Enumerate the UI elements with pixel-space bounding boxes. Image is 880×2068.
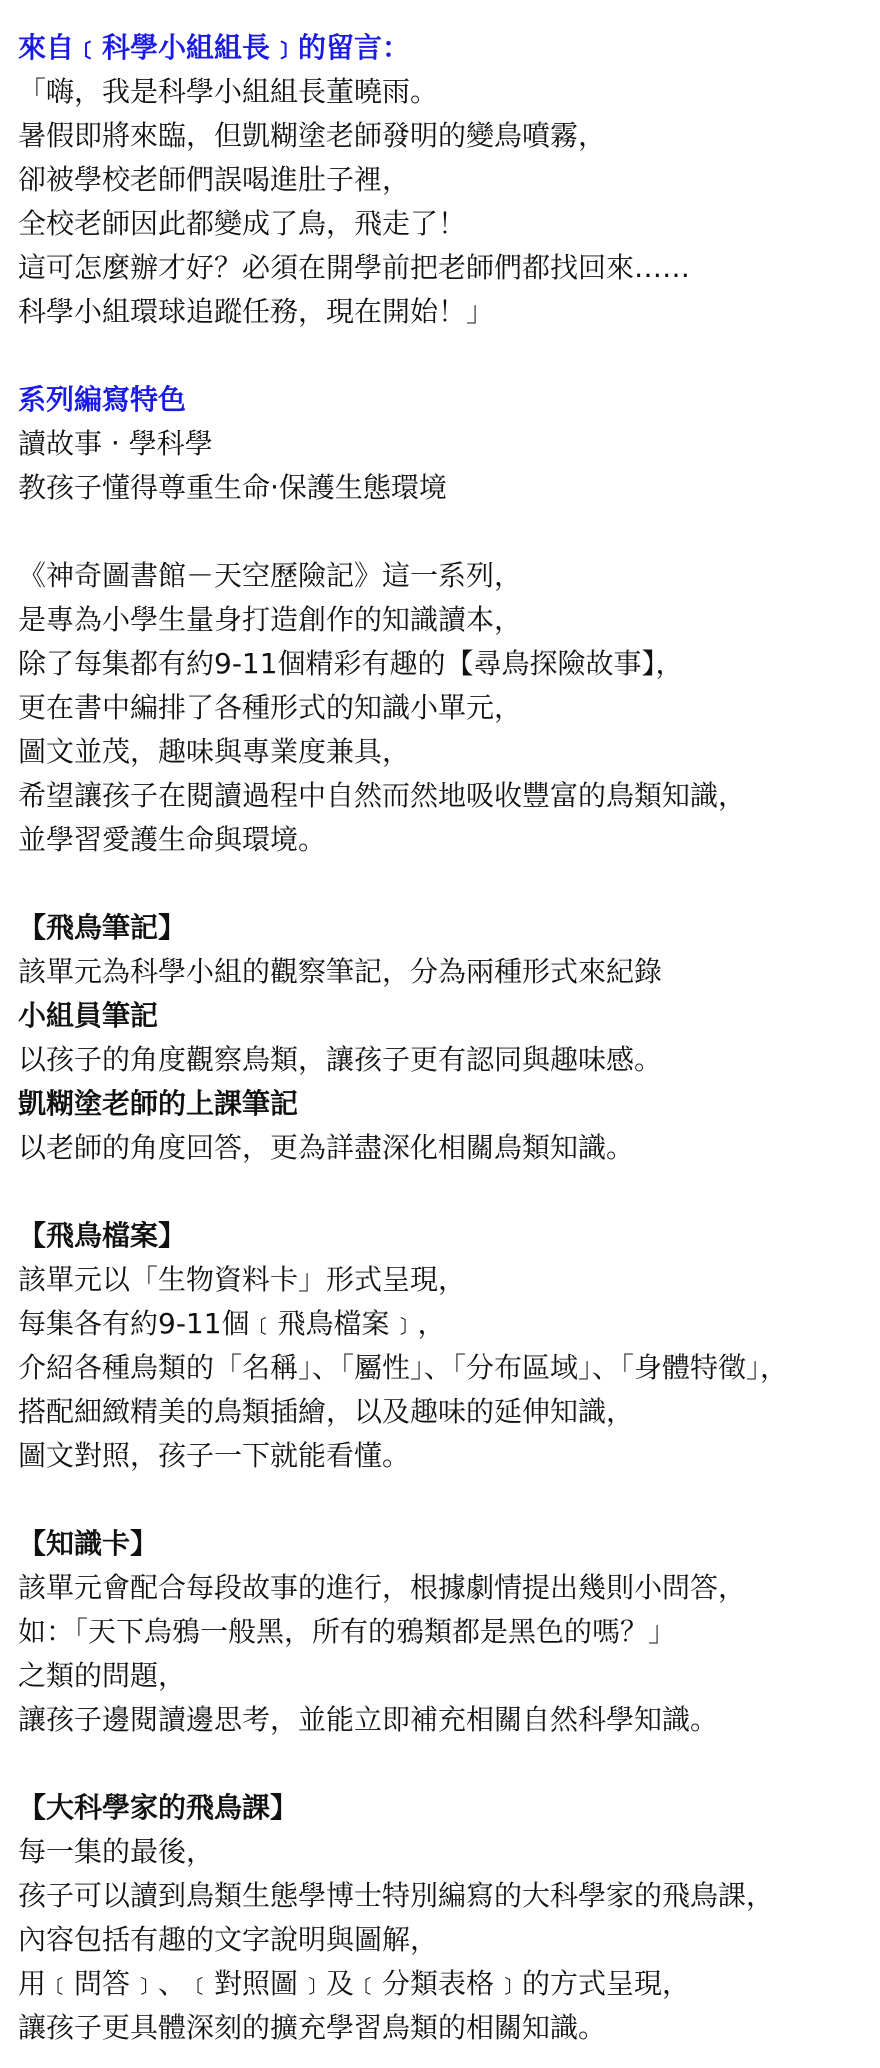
series-line: 更在書中編排了各種形式的知識小單元， [18,691,523,724]
files-section [18,1214,880,1478]
spacer [18,1170,880,1214]
notes-heading: 【飛鳥筆記】 [18,911,187,944]
features-line: 讀故事 ‧ 學科學 [18,427,213,460]
course-line: 用﹝問答﹞、﹝對照圖﹞及﹝分類表格﹞的方式呈現， [18,1967,691,2000]
cards-line: 該單元會配合每段故事的進行，根據劇情提出幾則小問答， [18,1571,747,1604]
spacer [18,1742,880,1786]
cards-line: 之類的問題， [18,1659,187,1692]
course-section [18,1786,880,2050]
cards-section [18,1522,880,1742]
intro-line: 卻被學校老師們誤喝進肚子裡， [18,163,411,196]
cards-line: 讓孩子邊閱讀邊思考，並能立即補充相關自然科學知識。 [18,1703,719,1736]
series-line: 除了每集都有約9-11個精彩有趣的【尋鳥探險故事】， [18,647,684,680]
features-line: 教孩子懂得尊重生命‧保護生態環境 [18,471,447,504]
intro-heading: 來自﹝科學小組組長﹞的留言： [18,31,411,64]
course-line: 內容包括有趣的文字說明與圖解， [18,1923,439,1956]
files-line: 該單元以「生物資料卡」形式呈現， [18,1263,467,1296]
files-line: 介紹各種鳥類的「名稱」、「屬性」、「分布區域」、「身體特徵」， [18,1351,789,1384]
files-heading: 【飛鳥檔案】 [18,1219,187,1252]
notes-line: 以孩子的角度觀察鳥類，讓孩子更有認同與趣味感。 [18,1043,663,1076]
intro-section [18,26,880,334]
series-section [18,554,880,862]
cards-heading: 【知識卡】 [18,1527,159,1560]
spacer [18,862,880,906]
intro-line: 這可怎麼辦才好？必須在開學前把老師們都找回來…… [18,251,691,284]
files-line: 圖文對照，孩子一下就能看懂。 [18,1439,411,1472]
notes-section [18,906,880,1170]
files-line: 每集各有約9-11個﹝飛鳥檔案﹞， [18,1307,446,1340]
series-line: 《神奇圖書館－天空歷險記》這一系列， [18,559,523,592]
notes-line: 該單元為科學小組的觀察筆記，分為兩種形式來紀錄 [18,955,663,988]
intro-line: 「嗨，我是科學小組組長董曉雨。 [18,75,439,108]
spacer [18,1478,880,1522]
series-line: 並學習愛護生命與環境。 [18,823,327,856]
course-line: 孩子可以讀到鳥類生態學博士特別編寫的大科學家的飛鳥課， [18,1879,775,1912]
notes-line: 以老師的角度回答，更為詳盡深化相關鳥類知識。 [18,1131,635,1164]
spacer [18,334,880,378]
features-heading: 系列編寫特色 [18,383,187,416]
spacer [18,510,880,554]
series-line: 是專為小學生量身打造創作的知識讀本， [18,603,523,636]
notes-subheading: 凱糊塗老師的上課筆記 [18,1087,299,1120]
notes-subheading: 小組員筆記 [18,999,159,1032]
features-section [18,378,880,510]
cards-line: 如：「天下烏鴉一般黑，所有的鴉類都是黑色的嗎？」 [18,1615,677,1648]
files-line: 搭配細緻精美的鳥類插繪，以及趣味的延伸知識， [18,1395,635,1428]
course-line: 讓孩子更具體深刻的擴充學習鳥類的相關知識。 [18,2011,607,2044]
series-line: 希望讓孩子在閱讀過程中自然而然地吸收豐富的鳥類知識， [18,779,747,812]
intro-line: 暑假即將來臨，但凱糊塗老師發明的變鳥噴霧， [18,119,607,152]
course-line: 每一集的最後， [18,1835,215,1868]
intro-line: 科學小組環球追蹤任務，現在開始！」 [18,295,495,328]
course-heading: 【大科學家的飛鳥課】 [18,1791,299,1824]
series-line: 圖文並茂，趣味與專業度兼具， [18,735,411,768]
intro-line: 全校老師因此都變成了鳥，飛走了！ [18,207,467,240]
